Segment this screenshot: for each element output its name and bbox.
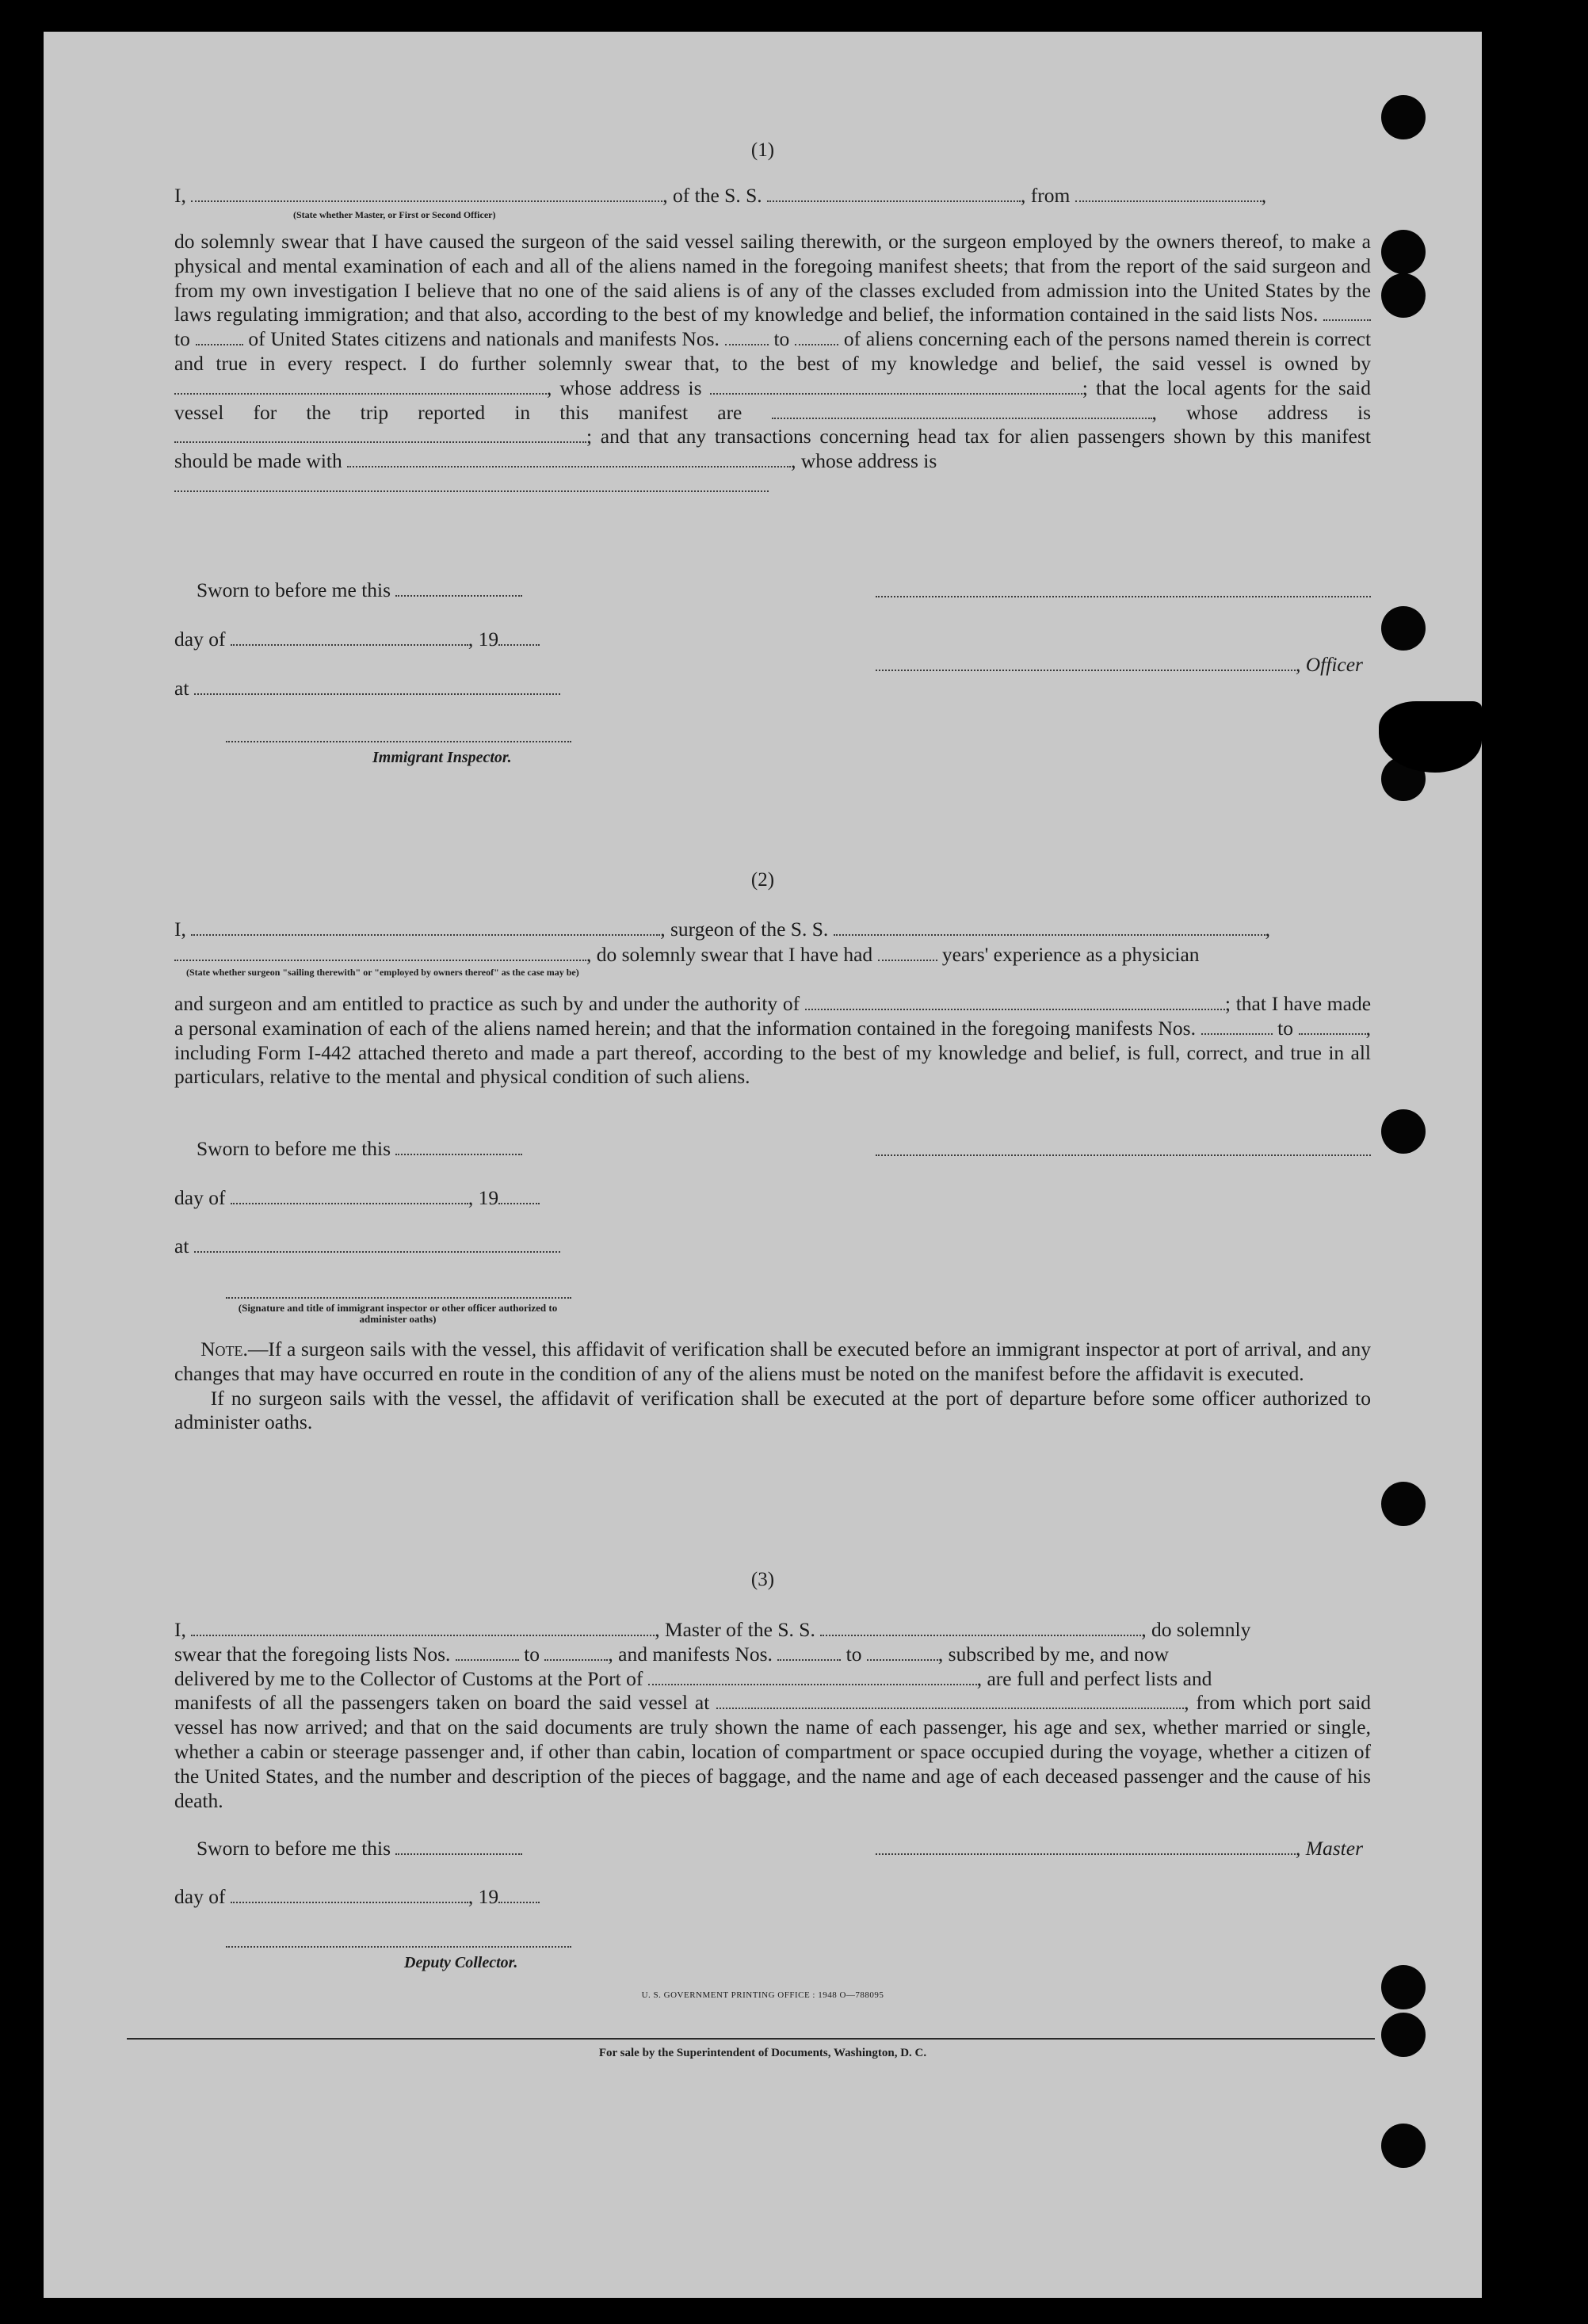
note-text-2: If no surgeon sails with the vessel, the affidavit of verification shall be executed at the port of departure before some officer authorized to administer oaths. xyxy=(174,1386,1371,1434)
oath-text-5: whose address is xyxy=(1186,400,1372,424)
s2-sworn-row xyxy=(197,1137,522,1161)
officer-signature-line[interactable] xyxy=(876,596,1371,597)
text-i: I, xyxy=(174,1618,186,1641)
s2-sworn-year-field[interactable] xyxy=(498,1187,540,1204)
text-from: , from xyxy=(1021,184,1071,207)
surgeon-name-field[interactable] xyxy=(191,918,660,936)
s2-dayof-row xyxy=(174,1186,540,1210)
master-text-1: swear that the foregoing lists Nos. xyxy=(174,1642,451,1666)
s3-sworn-day-field[interactable] xyxy=(395,1837,522,1855)
footer-rule xyxy=(127,2038,1375,2040)
master-text-2: , and manifests Nos. xyxy=(608,1642,773,1666)
deputy-signature-line[interactable] xyxy=(226,1946,571,1948)
text-whose-address: , whose address is xyxy=(791,449,937,473)
from-port-field[interactable] xyxy=(1075,185,1262,202)
punch-hole xyxy=(1381,230,1426,274)
s3-dayof-row xyxy=(174,1885,540,1909)
text-to: to xyxy=(174,327,190,351)
oath-text-2: of United States citizens and nationals and manifests Nos. xyxy=(248,327,720,351)
note-master: (State whether Master, or First or Second Officer) xyxy=(293,209,496,220)
sworn-month-field[interactable] xyxy=(231,628,468,646)
s3-sworn-month-field[interactable] xyxy=(231,1886,468,1903)
text-officer: , Officer xyxy=(1296,653,1363,676)
head-tax-address-field[interactable] xyxy=(174,475,769,492)
oath-text-1: do solemnly swear that I have caused the surgeon of the said vessel sailing therewith, or the surgeon employed by the owners thereof, to make a physical and mental examination of each and all of the aliens named in the foregoing manifest sheets; that from the report of the said surgeon and from my own investigation I believe that no one of the said aliens is of any of the classes excluded from admission into the United States by the laws regulating immigration; and that also, according to the best of my knowledge and belief, the information contained in the said lists Nos. xyxy=(174,230,1371,326)
head-tax-party-field[interactable] xyxy=(347,450,791,467)
owner-address-field[interactable] xyxy=(710,377,1082,395)
section-1-oath-line xyxy=(174,184,1371,208)
text-of-ss: , of the S. S. xyxy=(662,184,762,207)
s1-dayof-row xyxy=(174,628,540,651)
ship-name-field[interactable] xyxy=(767,185,1021,202)
text-whose-address: , whose address is xyxy=(547,376,702,399)
master-text-6: manifests of all the passengers taken on board the said vessel at xyxy=(174,1691,710,1715)
s2-manifests-from-field[interactable] xyxy=(1201,1017,1273,1035)
note-text-1: —If a surgeon sails with the vessel, this affidavit of verification shall be executed before an immigrant inspector at port of arrival, and any changes that may have occurred en route in the condition of any of the aliens must be noted on the manifest before the affidavit is executed. xyxy=(174,1338,1371,1385)
s3-manifests-from-field[interactable] xyxy=(777,1643,841,1661)
s2-sworn-place-field[interactable] xyxy=(194,1235,560,1253)
punch-hole xyxy=(1381,2124,1426,2168)
section-3-paragraph xyxy=(174,1618,1371,1813)
s3-master-name-field[interactable] xyxy=(191,1619,655,1636)
lists-to-field[interactable] xyxy=(196,328,243,345)
text-years-experience: years' experience as a physician xyxy=(941,943,1200,966)
agents-address-field[interactable] xyxy=(174,425,586,443)
s2-sworn-day-field[interactable] xyxy=(395,1138,522,1155)
oath-text-3: of aliens concerning each of the persons named therein is correct and true in every respect. I do further solemnly swear that, to the best of my knowledge and belief, the said vessel is owned by xyxy=(174,327,1372,375)
section-1-number: (1) xyxy=(750,139,775,161)
surgeon-text-3: , including Form I-442 attached thereto and made a part thereof, according to the best of my knowledge and belief, is full, correct, and true in all particulars, relative to the mental and physical condition of such aliens. xyxy=(174,1016,1371,1089)
s1-officer-row xyxy=(876,653,1363,677)
note-paragraph xyxy=(174,1338,1371,1435)
master-text-3: , subscribed by me, and now xyxy=(937,1642,1169,1666)
sworn-day-field[interactable] xyxy=(395,579,522,597)
text-i: I, xyxy=(174,184,186,207)
text-sworn: Sworn to before me this xyxy=(197,1837,391,1860)
surgeon-ship-field[interactable] xyxy=(834,918,1265,936)
sale-note: For sale by the Superintendent of Documents, Washington, D. C. xyxy=(598,2047,927,2059)
section-2-oath-line xyxy=(174,918,1371,942)
authority-field[interactable] xyxy=(805,993,1225,1010)
text-year-prefix: , 19 xyxy=(468,628,499,651)
surgeon-text-1: and surgeon and am entitled to practice as such by and under the authority of xyxy=(174,992,800,1015)
text-comma: , xyxy=(1261,184,1267,207)
master-name-field[interactable] xyxy=(191,185,662,202)
master-text-4: delivered by me to the Collector of Customs at the Port of xyxy=(174,1666,643,1690)
surgeon-text-2: that I have made a personal examination of each of the aliens named herein; and that the information contained in the foregoing manifests Nos. xyxy=(174,992,1372,1040)
manifests-to-field[interactable] xyxy=(795,328,838,345)
s3-lists-from-field[interactable] xyxy=(456,1643,519,1661)
text-sworn: Sworn to before me this xyxy=(197,578,391,601)
punch-hole xyxy=(1381,1109,1426,1154)
s2-manifests-to-field[interactable] xyxy=(1299,1017,1366,1035)
master-text-8: port said vessel has now arrived; and that on the said documents are truly shown the name of each passenger, his age and sex, whether married or single, whether a cabin or steerage passenger and, if other than cabin, location of compartment or space occupied during the voyage, whether a citizen of the United States, and the number and description of the pieces of baggage, and the name and age of each deceased passenger and the cause of his death. xyxy=(174,1691,1372,1812)
text-semicolon: ; xyxy=(1224,992,1231,1015)
text-at: at xyxy=(174,1235,189,1257)
sig-note: (Signature and title of immigrant inspector or other officer authorized to administer oaths) xyxy=(238,1302,558,1325)
text-at: at xyxy=(174,677,189,700)
section-2-paragraph xyxy=(174,992,1371,1089)
oath-text-4: that the local agents for the said vessel for the trip reported in this manifest are xyxy=(174,376,1372,424)
text-to: to xyxy=(524,1642,540,1666)
officer-title-field[interactable] xyxy=(876,654,1296,671)
port-field[interactable] xyxy=(648,1668,977,1685)
lists-from-field[interactable] xyxy=(1323,303,1371,321)
surgeon-signature-line[interactable] xyxy=(876,1154,1371,1156)
text-to: to xyxy=(1277,1016,1294,1040)
punch-hole xyxy=(1381,606,1426,651)
text-sworn: Sworn to before me this xyxy=(197,1137,391,1160)
section-1-paragraph xyxy=(174,230,1371,498)
s3-sworn-row xyxy=(197,1837,522,1860)
text-comma: , xyxy=(1151,400,1157,424)
master-text-5: , are full and perfect lists and xyxy=(976,1666,1212,1690)
text-day-of: day of xyxy=(174,628,226,651)
manifests-from-field[interactable] xyxy=(725,328,769,345)
punch-hole xyxy=(1381,1482,1426,1526)
s1-at-row xyxy=(174,677,560,700)
local-agents-field[interactable] xyxy=(772,402,1152,419)
section-3-number: (3) xyxy=(750,1569,775,1590)
master-text-7: , from which xyxy=(1184,1691,1292,1715)
text-do-solemnly: , do solemnly xyxy=(1141,1618,1251,1641)
s3-ship-field[interactable] xyxy=(820,1619,1141,1636)
s1-sworn-row xyxy=(197,578,522,602)
s3-manifests-to-field[interactable] xyxy=(867,1643,938,1661)
form-page xyxy=(44,32,1482,2298)
text-year-prefix: , 19 xyxy=(468,1885,499,1908)
immigrant-inspector-label: Immigrant Inspector. xyxy=(372,749,512,766)
text-to: to xyxy=(846,1642,862,1666)
punch-hole xyxy=(1381,95,1426,139)
note-label: Note. xyxy=(200,1338,248,1360)
text-do-solemnly-swear: , do solemnly swear that I have had xyxy=(586,943,873,966)
text-day-of: day of xyxy=(174,1885,226,1908)
inspector-signature-line[interactable] xyxy=(226,741,571,742)
section-2-number: (2) xyxy=(750,869,775,891)
owner-field[interactable] xyxy=(174,377,547,395)
gpo-imprint: U. S. GOVERNMENT PRINTING OFFICE : 1948 O—788095 xyxy=(641,1990,884,2000)
section-2-swear-line xyxy=(174,943,1371,967)
deputy-collector-label: Deputy Collector. xyxy=(404,1954,518,1971)
text-comma: , xyxy=(1265,918,1271,941)
text-surgeon-of-ss: , surgeon of the S. S. xyxy=(660,918,829,941)
note-surgeon: (State whether surgeon "sailing therewith" or "employed by owners thereof" as the case may be) xyxy=(186,967,579,978)
punch-hole xyxy=(1381,273,1426,318)
master-signature-field[interactable] xyxy=(876,1837,1296,1855)
text-semicolon: ; xyxy=(1082,376,1088,399)
s3-lists-to-field[interactable] xyxy=(544,1643,608,1661)
s2-sworn-month-field[interactable] xyxy=(231,1187,468,1204)
s3-master-row xyxy=(876,1837,1363,1860)
sworn-place-field[interactable] xyxy=(194,677,560,695)
text-master-of-ss: , Master of the S. S. xyxy=(655,1618,815,1641)
surgeon-status-field[interactable] xyxy=(174,944,586,961)
punch-hole xyxy=(1381,1965,1426,2009)
text-i: I, xyxy=(174,918,186,941)
sworn-year-field[interactable] xyxy=(498,628,540,646)
s3-sworn-year-field[interactable] xyxy=(498,1886,540,1903)
s2-at-row xyxy=(174,1235,560,1258)
embark-port-field[interactable] xyxy=(716,1692,1184,1709)
text-to: to xyxy=(773,327,790,351)
text-master: , Master xyxy=(1296,1837,1363,1860)
text-day-of: day of xyxy=(174,1186,226,1209)
inspector-signature-line-2[interactable] xyxy=(226,1297,571,1299)
years-field[interactable] xyxy=(878,944,937,961)
text-year-prefix: , 19 xyxy=(468,1186,499,1209)
oath-text-6: ; and that any transactions concerning head tax for alien passengers shown by this manifest should be made with xyxy=(174,425,1371,473)
